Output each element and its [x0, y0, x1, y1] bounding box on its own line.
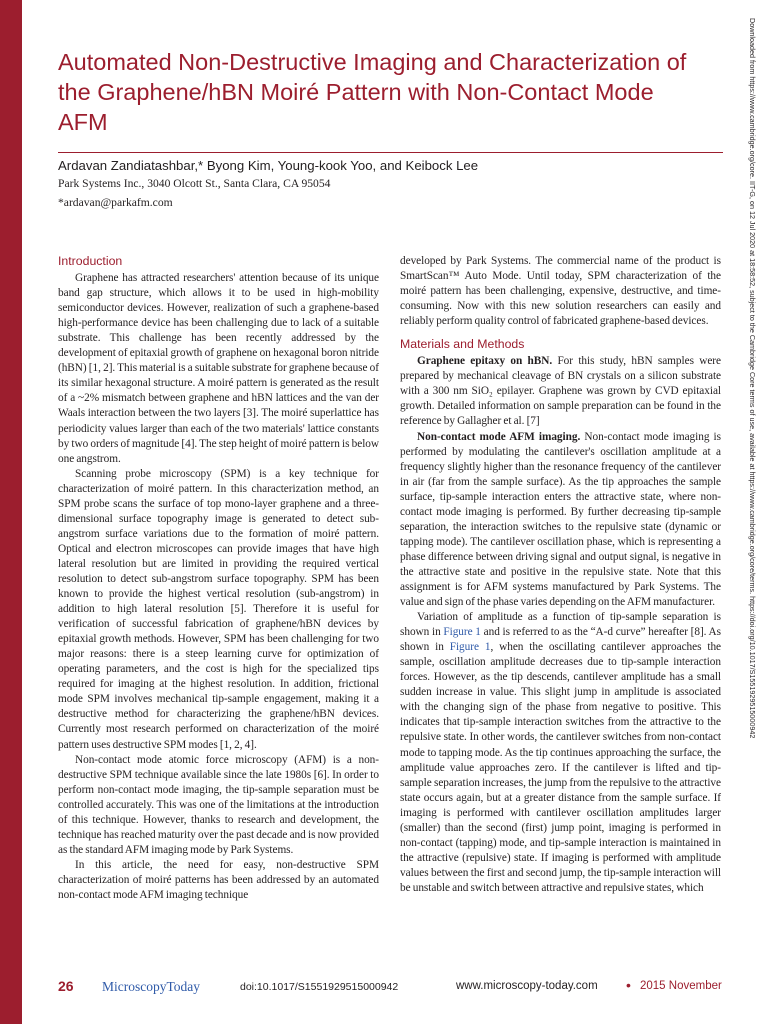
footer-doi: doi:10.1017/S1551929515000942: [240, 981, 399, 993]
contact-email: *ardavan@parkafm.com: [58, 196, 173, 209]
paragraph-text: Non-contact mode imaging is performed by modulating the cantilever's oscillation amplitude at a frequency slightly higher than the resonance frequency of the cantilever in air (far from the sample surface). As the tip approaches the sample surface, tip-sample interaction enters the attractive state, where non-contact mode imaging is performed. By further decreasing tip-sample separation, the interaction switches to the repulsive state (dynamic or tapping mode). The cantilever oscillation phase, which is representing a phase difference between driving signal and output signal, is negative in the attractive state and positive in the repulsive state. Note that this assignment is for AFM systems manufactured by Park Systems. The value and sign of the phase varies depending on the AFM manufacturer.: [400, 430, 721, 609]
affiliation: Park Systems Inc., 3040 Olcott St., Santa Clara, CA 95054: [58, 177, 331, 190]
paragraph: Non-contact mode atomic force microscopy (AFM) is a non-destructive SPM technique available since the late 1980s [6]. In order to perform non-contact mode imaging, the tip-sample separation must be controlled accurately. This was one of the limitations at the introduction of this technique. However, thanks to research and development, the technique has reached maturity over the past decade and is now provided as the standard AFM imaging mode by Park Systems.: [58, 753, 379, 856]
paragraph-text: For this study, hBN samples were prepared by mechanical cleavage of BN crystals on a silicon substrate with a 300 nm SiO₂ epilayer. Graphene was grown by CVD epitaxial growth. Detailed information on sample preparation can be found in the reference by Gallagher et al. [7]: [400, 355, 721, 428]
title-divider: [58, 152, 723, 153]
left-accent-bar: [0, 0, 22, 1024]
run-in-heading: Graphene epitaxy on hBN.: [417, 355, 553, 368]
footer-issue: 2015 November: [640, 980, 722, 992]
article-title: Automated Non-Destructive Imaging and Characterization of the Graphene/hBN Moiré Pattern with Non-Contact Mode AFM: [58, 49, 687, 135]
page-footer: [0, 976, 768, 1000]
section-heading-introduction: Introduction: [58, 254, 123, 268]
paragraph-text: and is referred to as the “A-d curve” hereafter [8]. As shown in: [400, 626, 721, 654]
paragraph: Scanning probe microscopy (SPM) is a key technique for characterization of moiré pattern. In this characterization method, an SPM probe scans the surface of top mono-layer graphene and a three-dimensional surface topography image is generated to detect sub-angstrom surface variations due to the formation of moiré pattern. Optical and electron microscopes can provide images that have high lateral resolution but are limited in providing the required vertical resolution to detect sub-angstrom surface topography. SPM has been known to provide the highest vertical resolution (sub-angstrom) in addition to high lateral resolution [5]. Therefore it is useful for verification of successful fabrication of graphene/hBN devices by epitaxial growth methods. However, SPM has been challenging for two major reasons: there is a steep learning curve for optimization of operating parameters, and the cost is high for the specialized tips required for imaging at the highest resolution. In addition, frictional mode SPM involves mechanical tip-sample engagement, making it a destructive method for characterizing the graphene/hBN devices. Currently most research performed on characterization of the moiré pattern uses destructive SPM modes [1, 2, 4].: [58, 467, 379, 751]
column-right: [400, 254, 721, 896]
paragraph: In this article, the need for easy, non-destructive SPM characterization of moiré patterns has been addressed by an automated non-contact mode AFM imaging technique: [58, 858, 379, 901]
journal-logo: MicroscopyToday: [102, 979, 201, 994]
paragraph-graphene-epitaxy: [400, 354, 721, 429]
paragraph: developed by Park Systems. The commercial name of the product is SmartScan™ Auto Mode. Until today, SPM characterization of the moiré pattern has been challenging, expensive, destructive, and time-consuming. Now with this new solution researchers can easily and reliably perform quality control of fabricated graphene-based devices.: [400, 255, 721, 328]
paragraph-non-contact-imaging: [400, 430, 721, 611]
run-in-heading: Non-contact mode AFM imaging.: [417, 430, 581, 443]
figure-1-link[interactable]: Figure 1: [443, 626, 481, 639]
author-list: Ardavan Zandiatashbar,* Byong Kim, Young-kook Yoo, and Keibock Lee: [58, 158, 479, 173]
column-left: [58, 254, 379, 903]
paragraph-text: , when the oscillating cantilever approaches the sample, oscillation amplitude decreases due to tip-sample interaction forces. However, as the tip descends, cantilever amplitude has a small sudden increase in value. This slight jump in amplitude is associated with the changing sign of the phase from negative to positive. This indicates that tip-sample interaction switches from the attractive to the repulsive state. In other words, the cantilever switches from non-contact mode to tapping mode. As the tip continues approaching the surface, the amplitude value approaches zero. If the cantilever is lifted and tip-sample separation increases, the jump from the repulsive to the attractive state occurs again, but at a greater distance from the sample surface. If imaging is performed with cantilever oscillation amplitudes larger (smaller) than the second (first) jump point, imaging is performed in non-contact (tapping) mode, and tip-sample interaction is maintained in the attractive (repulsive) state. If imaging is performed with amplitude values between the first and second jump, the tip-sample interaction will be unstable and switch between attractive and repulsive states, which: [400, 641, 722, 894]
footer-separator: •: [626, 977, 631, 993]
section-heading-materials-methods: Materials and Methods: [400, 337, 525, 352]
download-notice: Downloaded from https://www.cambridge.org/core. IIT-G, on 12 Jul 2020 at 18:58:52, subject to the Cambridge Core terms of use, available at https://www.cambridge.org/core/terms. https://doi.org/10.1017/S1551929515000942: [748, 18, 757, 739]
paragraph: Graphene has attracted researchers' attention because of its unique band gap structure, which allows it to be used in high-mobility semiconductor devices. However, realization of such a graphene-based high-performance device has been challenging due to lack of a suitable substrate. This challenge has been recently addressed by the development of epitaxial growth of graphene on hexagonal boron nitride (hBN) [1, 2]. This material is a suitable substrate for graphene because of its similar hexagonal structure. A moiré pattern is generated as the result of a ~2% mismatch between graphene and hBN lattices and the van der Waals interaction between the two layers [3]. The moiré superlattice has periodicity values larger than each of the two materials' lattice constants by two orders of magnitude [4]. The step height of moiré pattern is below one angstrom.: [58, 272, 379, 465]
paragraph-amplitude-variation: [400, 610, 721, 896]
paragraph-text: Variation of amplitude as a function of tip-sample separation is shown in: [400, 611, 721, 639]
page-number: 26: [58, 978, 74, 994]
figure-1-link[interactable]: Figure 1: [449, 641, 491, 654]
footer-website: www.microscopy-today.com: [456, 980, 598, 992]
